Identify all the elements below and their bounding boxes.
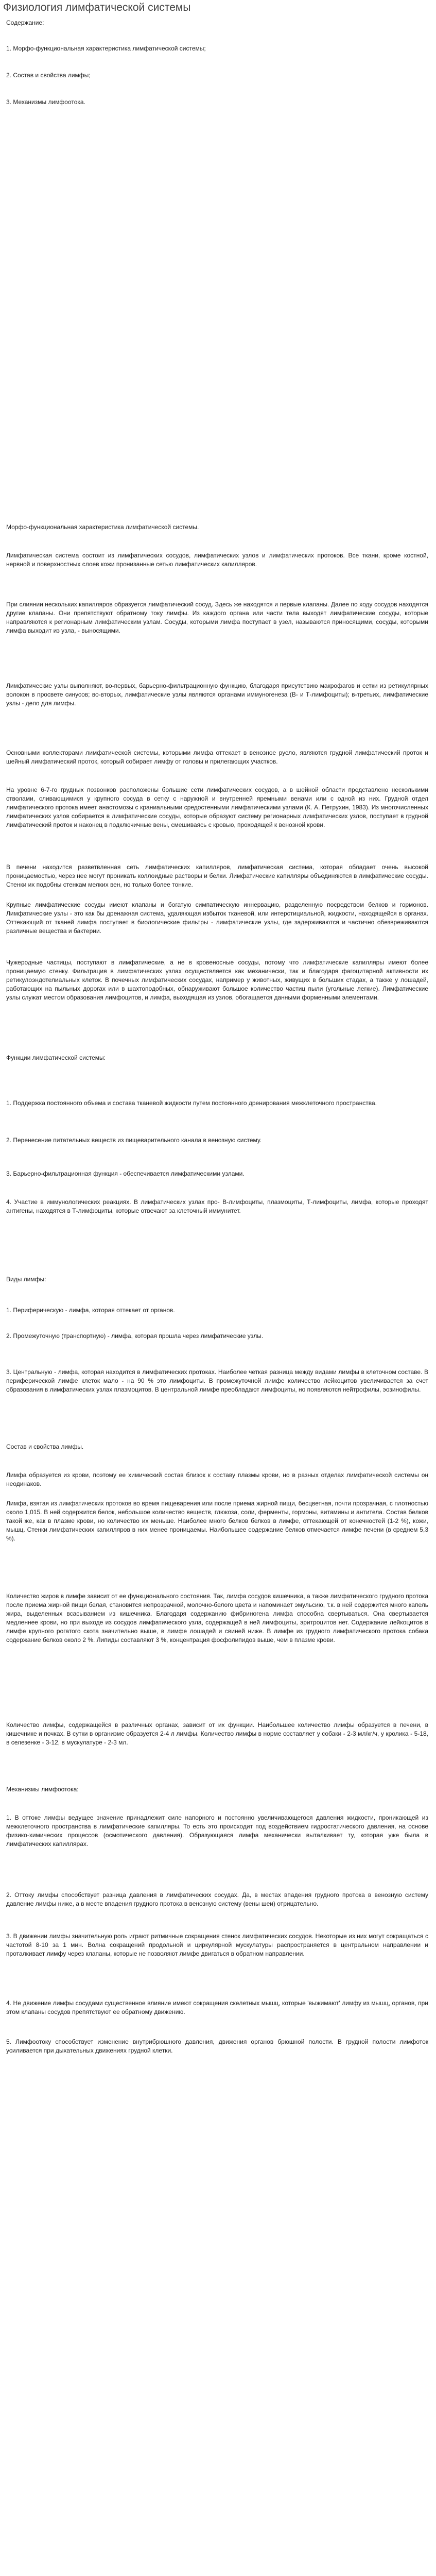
toc-item: 1. Морфо-функциональная характеристика лимфатической системы;: [6, 45, 206, 52]
paragraph: Лимфа образуется из крови, поэтому ее химический состав близок к составу плазмы крови, но в разных отделах лимфатической системы он неодинаков.: [6, 1471, 428, 1487]
paragraph: 5. Лимфоотоку способствует изменение внутрибрюшного давления, движения органов брюшной полости. В грудной полости лимфоток усиливается при дыхательных движениях грудной клетки.: [6, 2038, 428, 2054]
paragraph: Крупные лимфатические сосуды имеют клапаны и богатую симпатическую иннервацию, разделенную посредством белков и гормонов. Лимфатические узлы - это как бы дренажная система, удаляющая избыток тканевой, или интерстициальной, жидкости, находящейся в органах. Оттекающий от тканей лимфа поступает в биологические фильтры - лимфатические узлы, где задерживаются и частично обезвреживаются различные вещества и бактерии.: [6, 901, 428, 935]
paragraph: 3. В движении лимфы значительную роль играют ритмичные сокращения стенок лимфатических сосудов. Некоторые из них могут сокращаться с частотой 8-10 за 1 мин. Волна сокращений продольной и циркулярной мускулатуры распространяется в центральном направлении и проталкивает лимфу через клапаны, которые не позволяют лимфе двигаться в обратном направлении.: [6, 1933, 428, 1957]
list-item: 2. Перенесение питательных веществ из пищеварительного канала в венозную систему.: [6, 1137, 262, 1144]
list-item: 4. Участие в иммунологических реакциях. В лимфатических узлах про- В-лимфоциты, плазмоциты, Т-лимфоциты, лимфа, которые проходят антигены, находятся в Т-лимфоциты, которые отвечают за клеточный иммунитет.: [6, 1198, 428, 1214]
toc-label: Содержание:: [6, 19, 44, 26]
toc-item: 3. Механизмы лимфоотока.: [6, 98, 85, 106]
toc-item: 2. Состав и свойства лимфы;: [6, 72, 91, 79]
paragraph: Лимфа, взятая из лимфатических протоков во время пищеварения или после приема жирной пищи, бесцветная, почти прозрачная, с плотностью около 1,015. В ней содержится белок, небольшое количество веществ, глюкоза, соли, ферменты, гормоны, витамины и антитела. Состав белков такой же, как в плазме крови, но количество их меньше. Наиболее много белков белков в лимфе, оттекающей от конечностей (1-2 %), кожи, мышц. Стенки лимфатических капилляров в них менее проницаемы. Наибольшее содержание белков отмечается лимфе печени (в среднем 5,3 %).: [6, 1500, 428, 1542]
list-item: 3. Центральную - лимфа, которая находится в лимфатических протоках. Наиболее четкая разница между видами лимфы в клеточном составе. В периферической лимфе клеток мало - на 90 % это лимфоциты. В промежуточной лимфе количество лейкоцитов увеличивается за счет образования в лимфатических узлах плазмоцитов. В центральной лимфе преобладают лимфоциты, но появляются нейтрофилы, эозинофилы.: [6, 1368, 428, 1393]
paragraph: В печени находится разветвленная сеть лимфатических капилляров, лимфатическая система, которая обладает очень высокой проницаемостью, через нее могут проникать коллоидные растворы и белки. Лимфатические капилляры объединяются в лимфатические сосуды. Стенки их подобны стенкам мелких вен, но только более тонкие.: [6, 863, 428, 888]
section-heading: Механизмы лимфоотока:: [6, 1786, 79, 1793]
paragraph: Лимфатическая система состоит из лимфатических сосудов, лимфатических узлов и лимфатических протоков. Все ткани, кроме костной, нервной и поверхностных слоев кожи пронизанные сетью лимфатических капилляров.: [6, 552, 428, 568]
paragraph: 1. В оттоке лимфы ведущее значение принадлежит силе напорного и постоянно увеличивающегося давления жидкости, проникающей из межклеточного пространства в лимфатические капилляры. То есть это происходит под воздействием гидростатического давления, на основе физико-химических процессов (осмотического давления). Образующаяся лимфа механически выталкивает ту, которая уже была в лимфатических капиллярах.: [6, 1814, 428, 1848]
paragraph: Основными коллекторами лимфатической системы, которыми лимфа оттекает в венозное русло, являются грудной лимфатический проток и шейный лимфатический проток, который собирает лимфу от головы и прилегающих участков.: [6, 749, 428, 765]
section-heading: Функции лимфатической системы:: [6, 1054, 106, 1061]
paragraph: Количество лимфы, содержащейся в различных органах, зависит от их функции. Наибольшее количество лимфы образуется в печени, в кишечнике и почках. В сутки в организме образуется 2-4 л лимфы. Количество лимфы в норме составляет у собаки - 2-3 мл/кг/ч, у кролика - 5-18, в селезенке - 3-12, в мускулатуре - 2-3 мл.: [6, 1721, 428, 1746]
paragraph: Количество жиров в лимфе зависит от ее функционального состояния. Так, лимфа сосудов кишечника, а также лимфатического грудного протока после приема жирной пищи белая, становится непрозрачной, молочно-белого цвета и напоминает эмульсию, т.к. в ней содержится много капель жира, выделенных всасыванием из кишечника. Благодаря содержанию фибриногена лимфа способна свертываться. Она свертывается медленнее крови, но при выходе из сосудов лимфатического узла, содержащей в ней лимфоциты, эритроцитов нет. Содержание лейкоцитов в лимфе крупного рогатого скота значительно выше, в лимфе лошадей и свиней ниже. В лимфе из грудного лимфатического протока собака содержание белков около 2 %. Липиды составляют 3 %, концентрация фосфолипидов выше, чем в плазме крови.: [6, 1592, 428, 1643]
paragraph: На уровне 6-7-го грудных позвонков расположены большие сети лимфатических сосудов, а в шейной области представлено несколькими стволами, сливающимися у крупного сосуда в сетку с наружной и внутренней яремными венами или с одной из них. Грудной отдел лимфатического протока имеет анастомозы с краниальными средостенными лимфатическими узлами (К. А. Петрухин, 1983). Из многочисленных лимфатических узлов собирается в лимфатические сосуды, которые образуют систему регионарных лимфатических узлов, поступает в грудной лимфатический проток и наконец в подключичные вены, смешиваясь с кровью, проходящей к венозной крови.: [6, 786, 428, 828]
paragraph: 4. Не движение лимфы сосудами существенное влияние имеют сокращения скелетных мышц, которые 'выжимают' лимфу из мышц, органов, при этом клапаны сосудов препятствуют ее обратному движению.: [6, 1999, 428, 2015]
section-heading: Состав и свойства лимфы.: [6, 1443, 84, 1450]
list-item: 2. Промежуточную (транспортную) - лимфа, которая прошла через лимфатические узлы.: [6, 1332, 264, 1340]
paragraph: Чужеродные частицы, поступают в лимфатические, а не в кровеносные сосуды, потому что лимфатические капилляры имеют более проницаемую стенку. Фильтрация в лимфатических узлах осуществляется как механически, так и благодаря фагоцитарной активности их ретикулоэндотелиальных клеток. В почечных лимфатических сосудах, например у животных, живущих в больших стадах, а также у лошадей, работающих на пыльных дорогах или в шахтоподобных, обнаруживают большое количество частиц пыли (угольные легкие). Лимфатические узлы служат местом образования лимфоцитов, и лимфа, выходящая из узлов, обогащается данными форменными элементами.: [6, 959, 428, 1001]
page-title: Физиология лимфатической системы: [3, 2, 191, 13]
section-heading: Морфо-функциональная характеристика лимфатической системы.: [6, 523, 199, 531]
paragraph: При слиянии нескольких капилляров образуется лимфатический сосуд. Здесь же находятся и первые клапаны. Далее по ходу сосудов находятся другие клапаны. Они препятствуют обратному току лимфы. Из каждого органа или части тела выходят лимфатические сосуды, которые направляются к регионарным лимфатическим узлам. Сосуды, которыми лимфа поступает в узел, называются приносящими, сосуды, которыми лимфа выходит из узла, - выносящими.: [6, 601, 428, 634]
section-heading: Виды лимфы:: [6, 1276, 46, 1283]
list-item: 3. Барьерно-фильтрационная функция - обеспечивается лимфатическими узлами.: [6, 1170, 245, 1177]
paragraph: 2. Оттоку лимфы способствует разница давления в лимфатических сосудах. Да, в местах впадения грудного протока в венозную систему давление лимфы ниже, а в месте впадения грудного протока в венозную систему (вены шеи) отрицательно.: [6, 1891, 428, 1907]
paragraph: Лимфатические узлы выполняют, во-первых, барьерно-фильтрационную функцию, благодаря присутствию макрофагов и сетки из ретикулярных волокон в просвете синусов; во-вторых, лимфатические узлы являются органами иммуногенеза (В- и Т-лимфоциты); в-третьих, лимфатические узлы - депо для лимфы.: [6, 682, 428, 707]
list-item: 1. Поддержка постоянного объема и состава тканевой жидкости путем постоянного дренирования межклеточного пространства.: [6, 1099, 377, 1107]
list-item: 1. Периферическую - лимфа, которая оттекает от органов.: [6, 1307, 175, 1314]
